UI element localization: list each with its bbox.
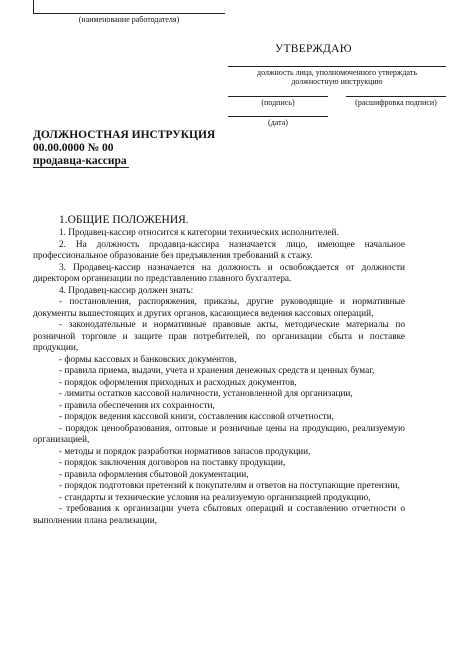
- employer-field-line: [33, 13, 225, 14]
- list-item: - порядок ценообразования, оптовые и розничные цены на продукцию, реализуемую организацией,: [33, 423, 405, 445]
- position-field-line: [228, 66, 446, 67]
- signature-caption: (подпись): [261, 98, 295, 107]
- date-caption: (дата): [268, 118, 288, 127]
- list-item: - порядок заключения договоров на поставку продукции,: [59, 458, 286, 468]
- document-position-name: продавца-кассира: [33, 155, 127, 167]
- list-item: - порядок ведения кассовой книги, составления кассовой отчетности,: [59, 412, 335, 422]
- decoding-caption: (расшифровка подписи): [355, 98, 437, 107]
- paragraph: 3. Продавец-кассир назначается на должность и освобождается от должности директором организации по представлению главного бухгалтера.: [33, 262, 405, 284]
- approve-label: УТВЕРЖДАЮ: [275, 43, 352, 55]
- title-underline: [33, 167, 129, 168]
- list-item: - порядок оформления приходных и расходных документов,: [59, 377, 297, 388]
- list-item: - методы и порядок разработки нормативов запасов продукции,: [59, 446, 311, 457]
- position-caption-line2: должностную инструкцию: [291, 77, 383, 86]
- decoding-field-line: [346, 96, 446, 97]
- list-item: - требования к организации учета сбытовых операций и составлению отчетности о выполнении плана реализации,: [33, 504, 405, 526]
- document-body: [33, 214, 405, 527]
- list-item: - правила оформления сбытовой документации,: [59, 469, 249, 480]
- list-item: - законодательные и нормативные правовые акты, методические материалы по розничной торговле и защите прав потребителей, по организации сбыта и поставке продукции,: [33, 320, 405, 353]
- list-item: - лимиты остатков кассовой наличности, установленной для организации,: [59, 389, 353, 399]
- paragraph: 4. Продавец-кассир должен знать:: [59, 285, 194, 296]
- list-item: - стандарты и технические условия на реализуемую организацией продукцию,: [59, 492, 371, 503]
- signature-field-line: [228, 96, 328, 97]
- employer-field-left-mark: [33, 0, 34, 14]
- list-item: - постановления, распоряжения, приказы, другие руководящие и нормативные документы вышестоящих и других органов, касающиеся ведения кассовых операций,: [33, 297, 405, 319]
- employer-caption: (наименование работодателя): [78, 15, 180, 24]
- position-caption-line1: должность лица, уполномоченного утверждать: [257, 68, 417, 77]
- document-title: ДОЛЖНОСТНАЯ ИНСТРУКЦИЯ: [33, 129, 216, 141]
- document-number-date: 00.00.0000 № 00: [33, 142, 114, 154]
- list-item: - формы кассовых и банковских документов,: [59, 354, 237, 365]
- list-item: - порядок подготовки претензий к покупателям и ответов на поступающие претензии,: [59, 481, 400, 491]
- paragraph: 1. Продавец-кассир относится к категории технических исполнителей.: [59, 228, 339, 238]
- paragraph: 2. На должность продавца-кассира назначается лицо, имеющее начальное профессиональное образование без предъявления требований к стажу.: [33, 239, 405, 261]
- list-item: - правила приема, выдачи, учета и хранения денежных средств и ценных бумаг,: [59, 366, 375, 376]
- list-item: - правила обеспечения их сохранности,: [59, 400, 215, 411]
- section-heading: 1.ОБЩИЕ ПОЛОЖЕНИЯ.: [59, 214, 189, 226]
- date-field-line: [228, 116, 328, 117]
